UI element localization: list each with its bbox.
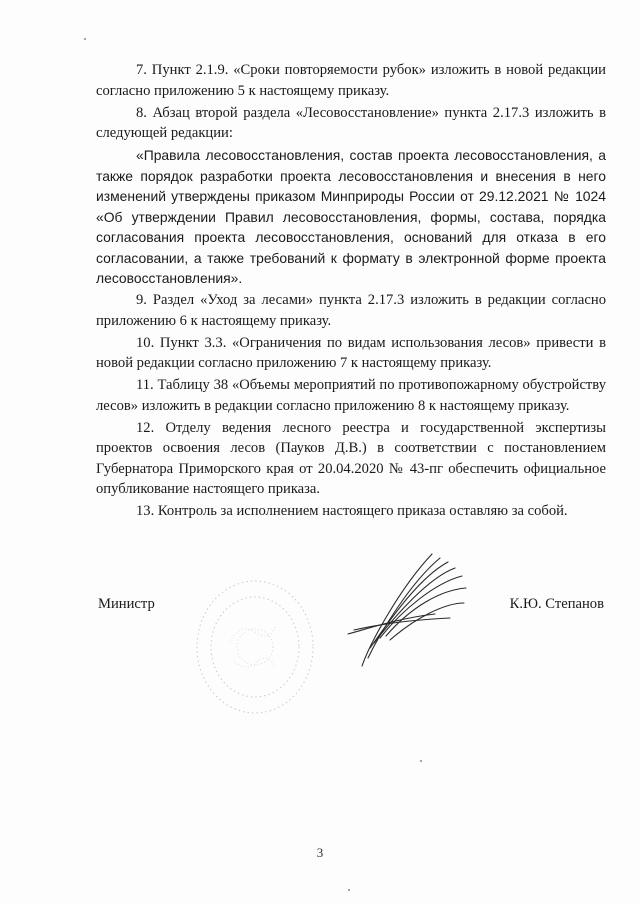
paragraph-11: 11. Таблицу 38 «Объемы мероприятий по противопожарному обустройству лесов» изложить в редакции согласно приложению 8 к настоящему приказу. (96, 377, 606, 414)
scan-speck (348, 889, 350, 891)
signatory-name: К.Ю. Степанов (509, 596, 604, 612)
seal-stamp (190, 572, 320, 722)
paragraph-8: 8. Абзац второй раздела «Лесовосстановление» пункта 2.17.3 изложить в следующей редакции: (96, 104, 606, 141)
paragraph-8-quote: «Правила лесовосстановления, состав проекта лесовосстановления, а также порядок разработки проекта лесовосстановления и внесения в него изменений утверждены приказом Минприроды России от 29.12.2021 № 1024 «Об утверждении Правил лесовосстановления, формы, состава, порядка согласования проекта лесовосстановления, оснований для отказа в его согласовании, а также требований к формату в электронной форме проекта лесовосстановления». (96, 147, 606, 286)
paragraph-9: 9. Раздел «Уход за лесами» пункта 2.17.3 изложить в редакции согласно приложению 6 к настоящему приказу. (96, 292, 606, 329)
signature-mark (340, 548, 470, 673)
scan-speck (420, 760, 422, 762)
signatory-title: Министр (98, 596, 155, 612)
paragraph-10: 10. Пункт 3.3. «Ограничения по видам использования лесов» привести в новой редакции согласно приложению 7 к настоящему приказу. (96, 334, 606, 371)
paragraph-12: 12. Отделу ведения лесного реестра и государственной экспертизы проектов освоения лесов (Пауков Д.В.) в соответствии с постановлением Губернатора Приморского края от 20.04.2020 № 43-пг обеспечить официальное опубликование настоящего приказа. (96, 419, 606, 497)
paragraph-13: 13. Контроль за исполнением настоящего приказа оставляю за собой. (136, 503, 568, 519)
scan-speck (84, 38, 86, 40)
document-body (96, 60, 606, 523)
page-number: 3 (316, 845, 324, 860)
paragraph-7: 7. Пункт 2.1.9. «Сроки повторяемости рубок» изложить в новой редакции согласно приложению 5 к настоящему приказу. (96, 62, 606, 99)
